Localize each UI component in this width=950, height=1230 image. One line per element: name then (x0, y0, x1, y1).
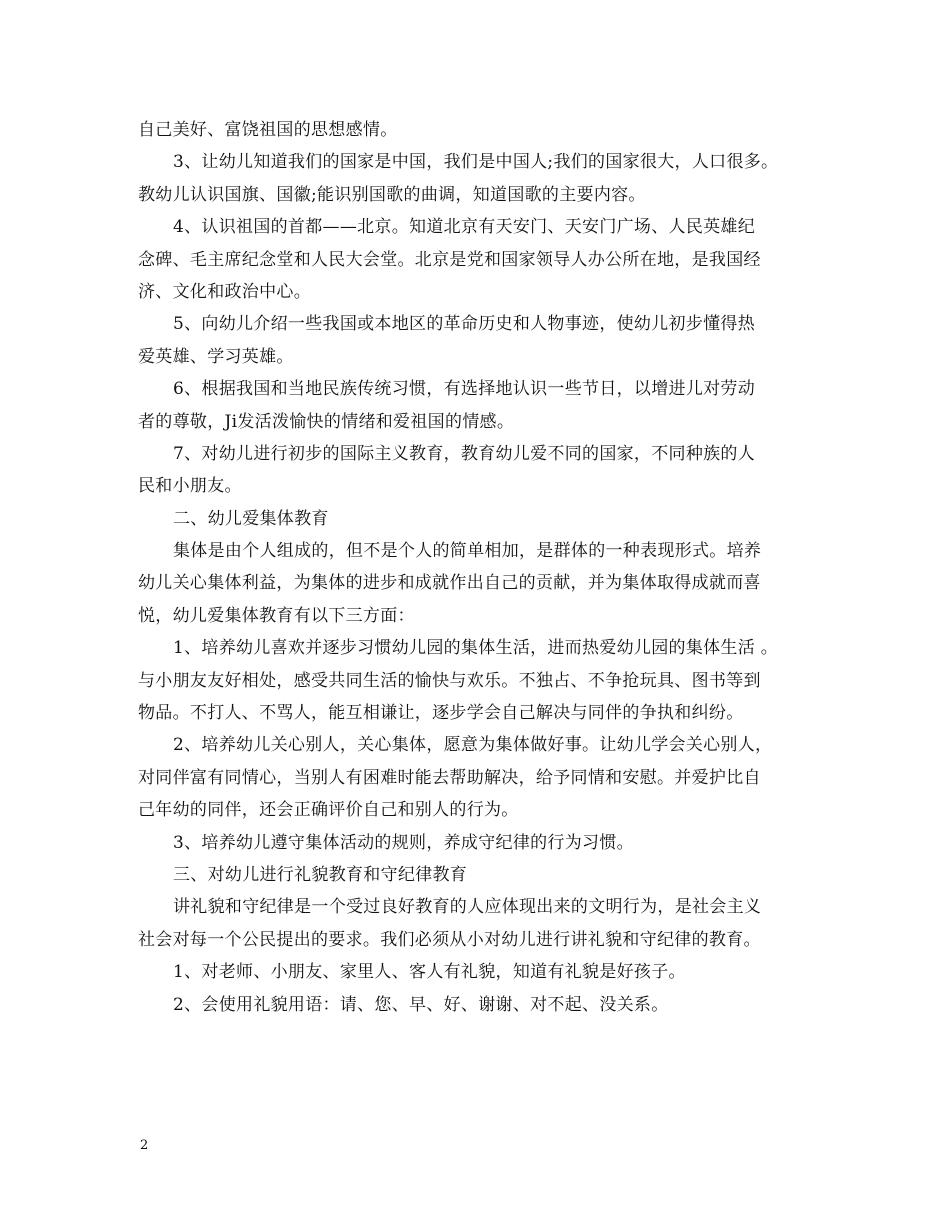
text-line: 5、向幼儿介绍一些我国或本地区的革命历史和人物事迹，使幼儿初步懂得热 (173, 314, 756, 335)
text-line: 爱英雄、学习英雄。 (138, 346, 294, 367)
text-line: 者的尊敬，Ji发活泼愉快的情绪和爱祖国的情感。 (138, 411, 515, 432)
text-line: 2、会使用礼貌用语：请、您、早、好、谢谢、对不起、没关系。 (173, 994, 669, 1015)
text-line: 1、培养幼儿喜欢并逐步习惯幼儿园的集体生活，进而热爱幼儿园的集体生活 。 (173, 638, 779, 659)
text-line: 1、对老师、小朋友、家里人、客人有礼貌，知道有礼貌是好孩子。 (173, 962, 686, 983)
text-line: 念碑、毛主席纪念堂和人民大会堂。北京是党和国家领导人办公所在地，是我国经 (138, 249, 761, 270)
text-line: 集体是由个人组成的，但不是个人的简单相加，是群体的一种表现形式。培养 (173, 541, 762, 562)
text-line: 讲礼貌和守纪律是一个受过良好教育的人应体现出来的文明行为，是社会主义 (173, 897, 762, 918)
text-line: 幼儿关心集体利益，为集体的进步和成就作出自己的贡献，并为集体取得成就而喜 (138, 573, 761, 594)
text-line: 6、根据我国和当地民族传统习惯，有选择地认识一些节日，以增进儿对劳动 (173, 379, 756, 400)
text-line: 济、文化和政治中心。 (138, 281, 311, 302)
text-line: 物品。不打人、不骂人，能互相谦让，逐步学会自己解决与同伴的争执和纠纷。 (138, 703, 744, 724)
text-line: 与小朋友友好相处，感受共同生活的愉快与欢乐。不独占、不争抢玩具、图书等到 (138, 670, 761, 691)
text-line: 7、对幼儿进行初步的国际主义教育，教育幼儿爱不同的国家，不同种族的人 (173, 443, 756, 464)
text-line: 民和小朋友。 (138, 476, 242, 497)
text-line: 3、让幼儿知道我们的国家是中国，我们是中国人;我们的国家很大，人口很多。 (173, 152, 779, 173)
text-line: 社会对每一个公民提出的要求。我们必须从小对幼儿进行讲礼貌和守纪律的教育。 (138, 929, 761, 950)
text-line: 3、培养幼儿遵守集体活动的规则，养成守纪律的行为习惯。 (173, 832, 634, 853)
text-line: 三、对幼儿进行礼貌教育和守纪律教育 (173, 864, 468, 885)
text-line: 2、培养幼儿关心别人，关心集体，愿意为集体做好事。让幼儿学会关心别人， (173, 735, 773, 756)
text-line: 对同伴富有同情心，当别人有困难时能去帮助解决，给予同情和安慰。并爱护比自 (138, 767, 761, 788)
page-number: 2 (140, 1138, 149, 1153)
text-line: 4、认识祖国的首都——北京。知道北京有天安门、天安门广场、人民英雄纪 (173, 217, 756, 238)
text-line: 教幼儿认识国旗、国徽;能识别国歌的曲调，知道国歌的主要内容。 (138, 184, 646, 205)
text-line: 二、幼儿爱集体教育 (173, 508, 329, 529)
text-line: 悦，幼儿爱集体教育有以下三方面： (138, 605, 415, 626)
text-line: 己年幼的同伴，还会正确评价自己和别人的行为。 (138, 800, 519, 821)
text-line: 自己美好、富饶祖国的思想感情。 (138, 120, 398, 140)
document-body (138, 114, 818, 1021)
